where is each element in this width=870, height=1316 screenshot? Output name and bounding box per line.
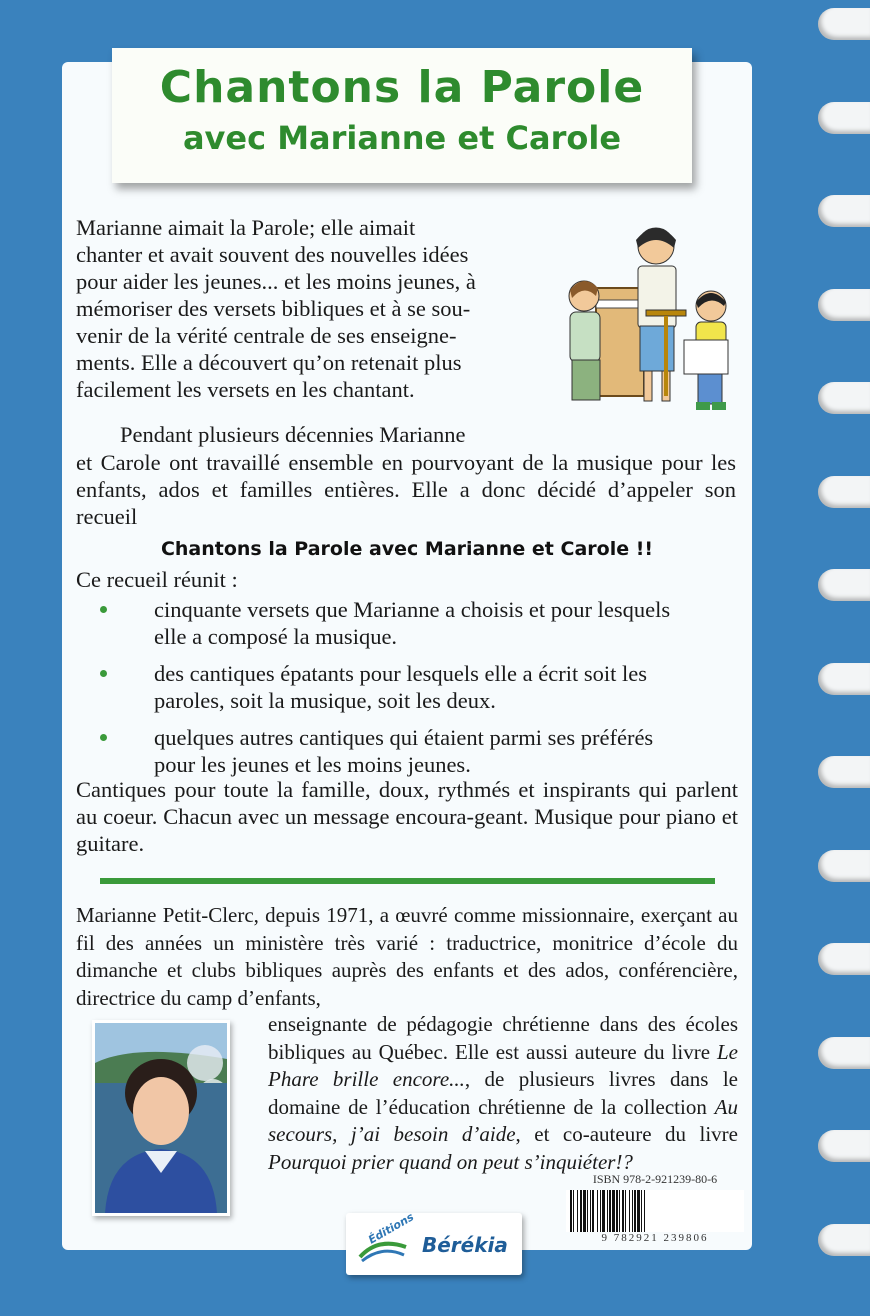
book-title-pourquoi: Pourquoi prier quand on peut s’inquiéter!?	[268, 1149, 633, 1174]
bullet-list	[76, 596, 676, 778]
intro-line: mémoriser des versets bibliques et à se sou-	[76, 296, 471, 321]
intro-line: venir de la vérité centrale de ses enseigne-	[76, 323, 457, 348]
list-item: quelques autres cantiques qui étaient parmi ses préférés pour les jeunes et les moins jeunes.	[76, 724, 676, 778]
author-portrait	[95, 1023, 227, 1213]
spiral-coil	[818, 569, 870, 601]
spiral-coil	[818, 382, 870, 414]
spiral-coil	[818, 476, 870, 508]
intro-line: chanter et avait souvent des nouvelles idées	[76, 242, 469, 267]
spiral-coil	[818, 663, 870, 695]
bio-top: Marianne Petit-Clerc, depuis 1971, a œuvré comme missionnaire, exerçant au fil des années un ministère très varié : traductrice, monitrice d’école du dimanche et clubs bibliques auprès des enfants et des ados, conférencière, directrice du camp d’enfants,	[76, 903, 738, 1010]
singers-illustration	[566, 218, 741, 416]
collection-title: Au secours, j’ai besoin d’aide	[268, 1094, 738, 1146]
author-photo	[92, 1020, 230, 1216]
isbn-block	[566, 1172, 744, 1244]
intro-p2-rest: et Carole ont travaillé ensemble en pourvoyant de la musique pour les enfants, ados et familles entières. Elle a donc décidé d’appeler son recueil	[76, 450, 736, 529]
book-title: Chantons la Parole	[159, 62, 645, 113]
intro-line: ments. Elle a découvert qu’on retenait plus	[76, 350, 462, 375]
barcode	[566, 1190, 744, 1232]
spiral-coil	[818, 943, 870, 975]
publisher-logo	[346, 1210, 522, 1275]
publisher-small: Éditions	[366, 1210, 417, 1247]
list-intro: Ce recueil réunit :	[76, 567, 238, 592]
closing-paragraph: Cantiques pour toute la famille, doux, rythmés et inspirants qui parlent au coeur. Chacun avec un message encoura-geant. Musique pour piano et guitare.	[76, 777, 738, 856]
spiral-coil	[818, 1130, 870, 1162]
highlight-title: Chantons la Parole avec Marianne et Carole !!	[160, 538, 654, 560]
spiral-binding	[810, 0, 870, 1316]
intro-line: facilement les versets en les chantant.	[76, 377, 415, 402]
isbn-label: ISBN 978-2-921239-80-6	[592, 1172, 718, 1186]
spiral-coil	[818, 850, 870, 882]
intro-paragraph	[76, 214, 554, 448]
barcode-bar	[644, 1190, 645, 1232]
spiral-coil	[818, 195, 870, 227]
section-divider	[100, 878, 715, 884]
spiral-coil	[818, 8, 870, 40]
bullet-dot	[100, 670, 107, 677]
intro-p2-first-line: Pendant plusieurs décennies Marianne	[120, 422, 466, 447]
spiral-coil	[818, 289, 870, 321]
list-item: cinquante versets que Marianne a choisis et pour lesquels elle a composé la musique.	[76, 596, 676, 650]
title-box	[112, 48, 692, 183]
spiral-coil	[818, 1224, 870, 1256]
spiral-coil	[818, 756, 870, 788]
list-item: des cantiques épatants pour lesquels elle a écrit soit les paroles, soit la musique, soit les deux.	[76, 660, 676, 714]
intro-line: pour aider les jeunes... et les moins jeunes, à	[76, 269, 476, 294]
spiral-coil	[818, 1037, 870, 1069]
bio-side: enseignante de pédagogie chrétienne dans des écoles bibliques au Québec. Elle est aussi auteure du livre Le Phare brille encore..., de plusieurs livres dans le domaine de l’éducation chrétienne de la collection Au secours, j’ai besoin d’aide, et co-auteure du livre Pourquoi prier quand on peut s’inquiéter!?	[268, 1012, 738, 1174]
bullet-list-wrapper	[76, 596, 676, 788]
book-title-phare: Le Phare brille encore...	[268, 1039, 738, 1091]
bullet-dot	[100, 734, 107, 741]
barcode-digits: 9 782921 239806	[601, 1232, 709, 1244]
book-subtitle: avec Marianne et Carole	[182, 119, 622, 157]
bullet-dot	[100, 606, 107, 613]
spiral-coil	[818, 102, 870, 134]
publisher-name: Bérékia	[422, 1233, 508, 1257]
intro-line: Marianne aimait la Parole; elle aimait	[76, 215, 416, 240]
